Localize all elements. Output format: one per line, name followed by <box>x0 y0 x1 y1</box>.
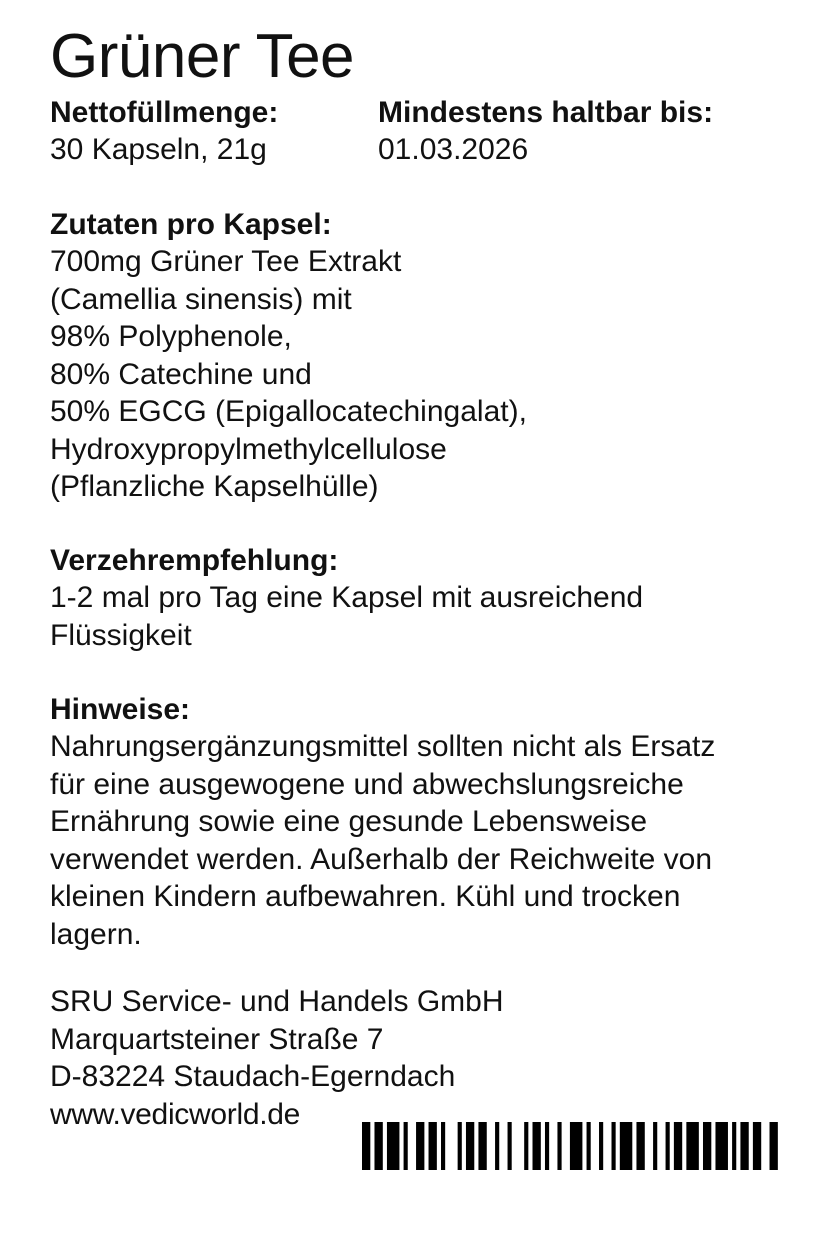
barcode-bar <box>612 1122 616 1170</box>
net-quantity-heading: Nettofüllmenge: <box>50 96 279 129</box>
ingredient-line: 50% EGCG (Epigallocatechingalat), <box>50 395 527 428</box>
barcode-bar <box>715 1122 727 1170</box>
barcode-bar <box>674 1122 682 1170</box>
recommendation-line: Flüssigkeit <box>50 618 192 652</box>
best-before-heading: Mindestens haltbar bis: <box>378 96 714 129</box>
notes-line: Nahrungsergänzungsmittel sollten nicht als Ersatz <box>50 730 716 763</box>
barcode-bar <box>570 1122 582 1170</box>
barcode-bar <box>732 1122 736 1170</box>
notes-line: lagern. <box>50 917 142 951</box>
recommendation-text <box>50 579 643 654</box>
notes-line: kleinen Kindern aufbewahren. Kühl und trocken <box>50 880 681 913</box>
barcode-bar <box>545 1122 549 1170</box>
ingredients-heading: Zutaten pro Kapsel: <box>50 208 332 241</box>
ingredient-line: (Pflanzliche Kapselhülle) <box>50 470 379 503</box>
barcode-bar <box>387 1122 399 1170</box>
barcode-bar <box>508 1122 512 1170</box>
barcode-bar <box>362 1122 370 1170</box>
net-quantity-value: 30 Kapseln, 21g <box>50 133 267 166</box>
ingredient-line: (Camellia sinensis) mit <box>50 282 352 316</box>
barcode-bar <box>466 1122 474 1170</box>
barcode-bar <box>753 1122 761 1170</box>
barcode-bar <box>416 1122 424 1170</box>
barcode-bar <box>599 1122 603 1170</box>
barcode-bar <box>524 1122 528 1170</box>
best-before-value: 01.03.2026 <box>378 133 529 166</box>
ingredient-line: 80% Catechine und <box>50 357 312 391</box>
recommendation-heading: Verzehrempfehlung: <box>50 544 339 577</box>
barcode-bar <box>703 1122 711 1170</box>
barcode-bar <box>458 1122 462 1170</box>
notes-text <box>50 728 715 953</box>
company-name: SRU Service- und Handels GmbH <box>50 985 504 1018</box>
barcode-bar <box>620 1122 632 1170</box>
barcode-bar <box>495 1122 499 1170</box>
recommendation-line: 1-2 mal pro Tag eine Kapsel mit ausreichend <box>50 581 644 614</box>
company-street: Marquartsteiner Straße 7 <box>50 1022 384 1056</box>
barcode-bar <box>478 1122 486 1170</box>
barcode <box>362 1122 782 1170</box>
ingredient-line: Hydroxypropylmethylcellulose <box>50 432 447 466</box>
barcode-bar <box>533 1122 541 1170</box>
company-address <box>50 983 504 1133</box>
barcode-bar <box>770 1122 778 1170</box>
barcode-bar <box>740 1122 748 1170</box>
notes-line: Ernährung sowie eine gesunde Lebensweise <box>50 805 648 838</box>
barcode-bar <box>404 1122 408 1170</box>
notes-line: für eine ausgewogene und abwechslungsreiche <box>50 767 684 801</box>
notes-line: verwendet werden. Außerhalb der Reichweite von <box>50 842 713 876</box>
ingredient-line: 700mg Grüner Tee Extrakt <box>50 245 402 278</box>
barcode-bar <box>441 1122 445 1170</box>
product-title: Grüner Tee <box>50 22 355 91</box>
company-city: D-83224 Staudach-Egerndach <box>50 1060 456 1093</box>
ingredients-list <box>50 243 527 506</box>
barcode-bar <box>429 1122 437 1170</box>
barcode-bar <box>686 1122 698 1170</box>
barcode-bar <box>374 1122 382 1170</box>
barcode-bar <box>587 1122 591 1170</box>
barcode-bar <box>653 1122 657 1170</box>
ingredient-line: 98% Polyphenole, <box>50 320 292 353</box>
barcode-bar <box>666 1122 670 1170</box>
barcode-bar <box>557 1122 561 1170</box>
notes-heading: Hinweise: <box>50 693 191 726</box>
barcode-bar <box>636 1122 644 1170</box>
company-website: www.vedicworld.de <box>50 1097 301 1131</box>
